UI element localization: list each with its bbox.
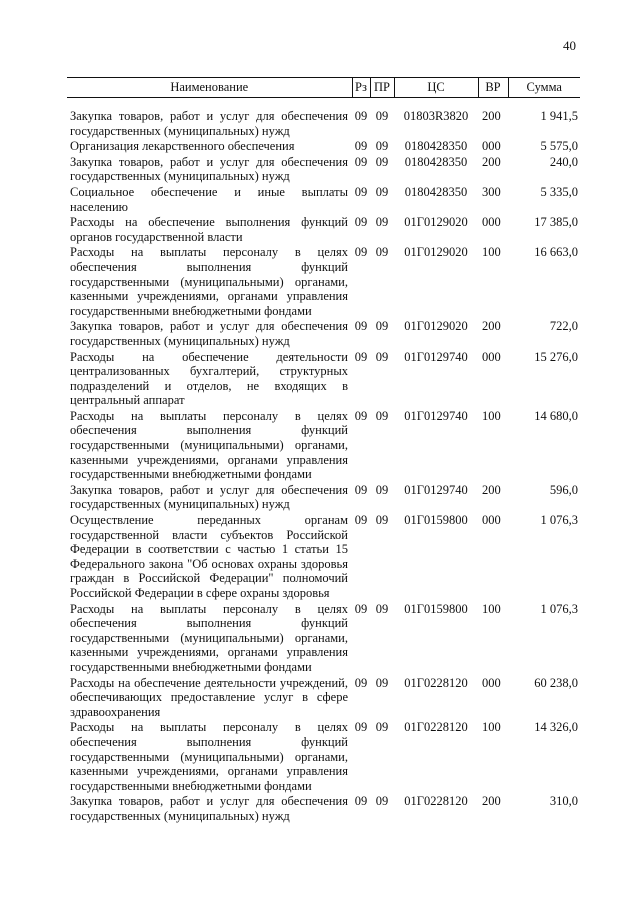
row-rz: 09 (354, 154, 368, 169)
table-row (67, 139, 580, 155)
budget-table (67, 77, 580, 825)
header-cs: ЦС (394, 78, 478, 98)
row-vr: 000 (482, 349, 501, 364)
row-rz: 09 (354, 601, 368, 616)
row-pr: 09 (375, 109, 389, 123)
row-cs: 01Г0159800 (404, 601, 468, 616)
row-cs: 01Г0129740 (404, 349, 468, 364)
table-row (67, 185, 580, 215)
row-vr: 200 (482, 482, 501, 497)
row-vr: 100 (482, 408, 501, 423)
table-row (67, 109, 580, 139)
row-sum: 722,0 (549, 319, 578, 334)
row-rz: 09 (354, 109, 368, 123)
row-pr: 09 (375, 215, 389, 230)
row-pr: 09 (375, 154, 389, 169)
row-name: Социальное обеспечение и иные выплаты населению (70, 184, 348, 214)
row-vr: 000 (482, 215, 501, 230)
table-row (67, 794, 580, 824)
row-name: Закупка товаров, работ и услуг для обеспечения государственных (муниципальных) нужд (70, 482, 348, 512)
row-pr: 09 (375, 720, 389, 735)
table-row (67, 319, 580, 349)
row-rz: 09 (354, 513, 368, 528)
row-rz: 09 (354, 349, 368, 364)
row-vr: 200 (482, 109, 501, 123)
page-number: 40 (563, 38, 576, 53)
row-cs: 01Г0129740 (404, 482, 468, 497)
row-sum: 1 941,5 (540, 109, 578, 123)
table-row (67, 409, 580, 483)
header-name: Наименование (67, 78, 352, 98)
row-name: Расходы на выплаты персоналу в целях обеспечения выполнения функций государственными (муниципальными) органами, казенными учреждениями, органами управления государственными внебюджетными фондами (70, 408, 348, 482)
row-cs: 01Г0228120 (404, 720, 468, 735)
table-row (67, 155, 580, 185)
row-sum: 1 076,3 (540, 601, 578, 616)
row-rz: 09 (354, 675, 368, 690)
row-rz: 09 (354, 408, 368, 423)
row-pr: 09 (375, 675, 389, 690)
table-row (67, 602, 580, 676)
table-row (67, 215, 580, 245)
row-pr: 09 (375, 349, 389, 364)
row-name: Расходы на обеспечение деятельности централизованных бухгалтерий, структурных подразделений и отделов, не входящих в центральный аппарат (70, 349, 348, 408)
table-header-row (67, 78, 580, 98)
row-cs: 0180428350 (404, 184, 468, 199)
row-sum: 5 575,0 (540, 139, 578, 154)
row-name: Закупка товаров, работ и услуг для обеспечения государственных (муниципальных) нужд (70, 154, 348, 184)
row-pr: 09 (375, 139, 389, 154)
row-cs: 01Г0228120 (404, 794, 468, 809)
row-sum: 16 663,0 (534, 245, 578, 260)
row-name: Расходы на выплаты персоналу в целях обеспечения выполнения функций государственными (муниципальными) органами, казенными учреждениями, органами управления государственными внебюджетными фондами (70, 245, 348, 318)
row-cs: 01Г0129020 (404, 215, 468, 230)
row-cs: 0180428350 (404, 154, 468, 169)
row-name: Осуществление переданных органам государственной власти субъектов Российской Федерации в соответствии с частью 1 статьи 15 Федерального закона "Об основах охраны здоровья граждан в Российской Федерации" полномочий Российской Федерации в сфере охраны здоровья (70, 513, 348, 600)
row-name: Закупка товаров, работ и услуг для обеспечения государственных (муниципальных) нужд (70, 109, 348, 138)
row-cs: 0180428350 (404, 139, 468, 154)
row-sum: 310,0 (549, 794, 578, 809)
row-rz: 09 (354, 215, 368, 230)
row-vr: 000 (482, 139, 501, 154)
row-cs: 01Г0129020 (404, 319, 468, 334)
row-name: Расходы на выплаты персоналу в целях обеспечения выполнения функций государственными (муниципальными) органами, казенными учреждениями, органами управления государственными внебюджетными фондами (70, 720, 348, 793)
table-row (67, 720, 580, 794)
row-rz: 09 (354, 184, 368, 199)
row-sum: 14 680,0 (534, 408, 578, 423)
row-sum: 5 335,0 (540, 184, 578, 199)
row-pr: 09 (375, 482, 389, 497)
row-name: Закупка товаров, работ и услуг для обеспечения государственных (муниципальных) нужд (70, 319, 348, 348)
row-vr: 100 (482, 601, 501, 616)
row-rz: 09 (354, 794, 368, 809)
row-cs: 01Г0228120 (404, 675, 468, 690)
row-sum: 1 076,3 (540, 513, 578, 528)
header-vr: ВР (478, 78, 508, 98)
row-sum: 15 276,0 (534, 349, 578, 364)
row-rz: 09 (354, 319, 368, 334)
row-cs: 01Г0129740 (404, 408, 468, 423)
row-vr: 200 (482, 154, 501, 169)
row-pr: 09 (375, 513, 389, 528)
row-rz: 09 (354, 139, 368, 154)
row-cs: 01803R3820 (403, 109, 469, 123)
row-sum: 60 238,0 (534, 675, 578, 690)
table-row (67, 513, 580, 602)
row-pr: 09 (375, 794, 389, 809)
row-pr: 09 (375, 184, 389, 199)
header-sum: Сумма (508, 78, 580, 98)
row-vr: 000 (482, 513, 501, 528)
table-row (67, 350, 580, 409)
row-vr: 000 (482, 675, 501, 690)
row-vr: 100 (482, 245, 501, 260)
row-vr: 300 (482, 184, 501, 199)
header-pr: ПР (370, 78, 394, 98)
row-cs: 01Г0159800 (404, 513, 468, 528)
row-sum: 14 326,0 (534, 720, 578, 735)
row-pr: 09 (375, 408, 389, 423)
row-name: Закупка товаров, работ и услуг для обеспечения государственных (муниципальных) нужд (70, 794, 348, 823)
row-cs: 01Г0129020 (404, 245, 468, 260)
table-row (67, 483, 580, 513)
table-row (67, 245, 580, 319)
row-pr: 09 (375, 601, 389, 616)
row-vr: 200 (482, 319, 501, 334)
row-rz: 09 (354, 482, 368, 497)
row-vr: 200 (482, 794, 501, 809)
row-sum: 17 385,0 (534, 215, 578, 230)
row-pr: 09 (375, 319, 389, 334)
row-name: Организация лекарственного обеспечения (70, 139, 295, 154)
row-sum: 596,0 (549, 482, 578, 497)
row-rz: 09 (354, 245, 368, 260)
row-rz: 09 (354, 720, 368, 735)
table-row (67, 676, 580, 721)
row-vr: 100 (482, 720, 501, 735)
row-sum: 240,0 (549, 154, 578, 169)
row-name: Расходы на обеспечение деятельности учреждений, обеспечивающих предоставление услуг в сфере здравоохранения (70, 675, 348, 719)
row-name: Расходы на обеспечение выполнения функций органов государственной власти (70, 215, 348, 244)
header-rz: Рз (352, 78, 370, 98)
row-pr: 09 (375, 245, 389, 260)
row-name: Расходы на выплаты персоналу в целях обеспечения выполнения функций государственными (муниципальными) органами, казенными учреждениями, органами управления государственными внебюджетными фондами (70, 601, 348, 674)
